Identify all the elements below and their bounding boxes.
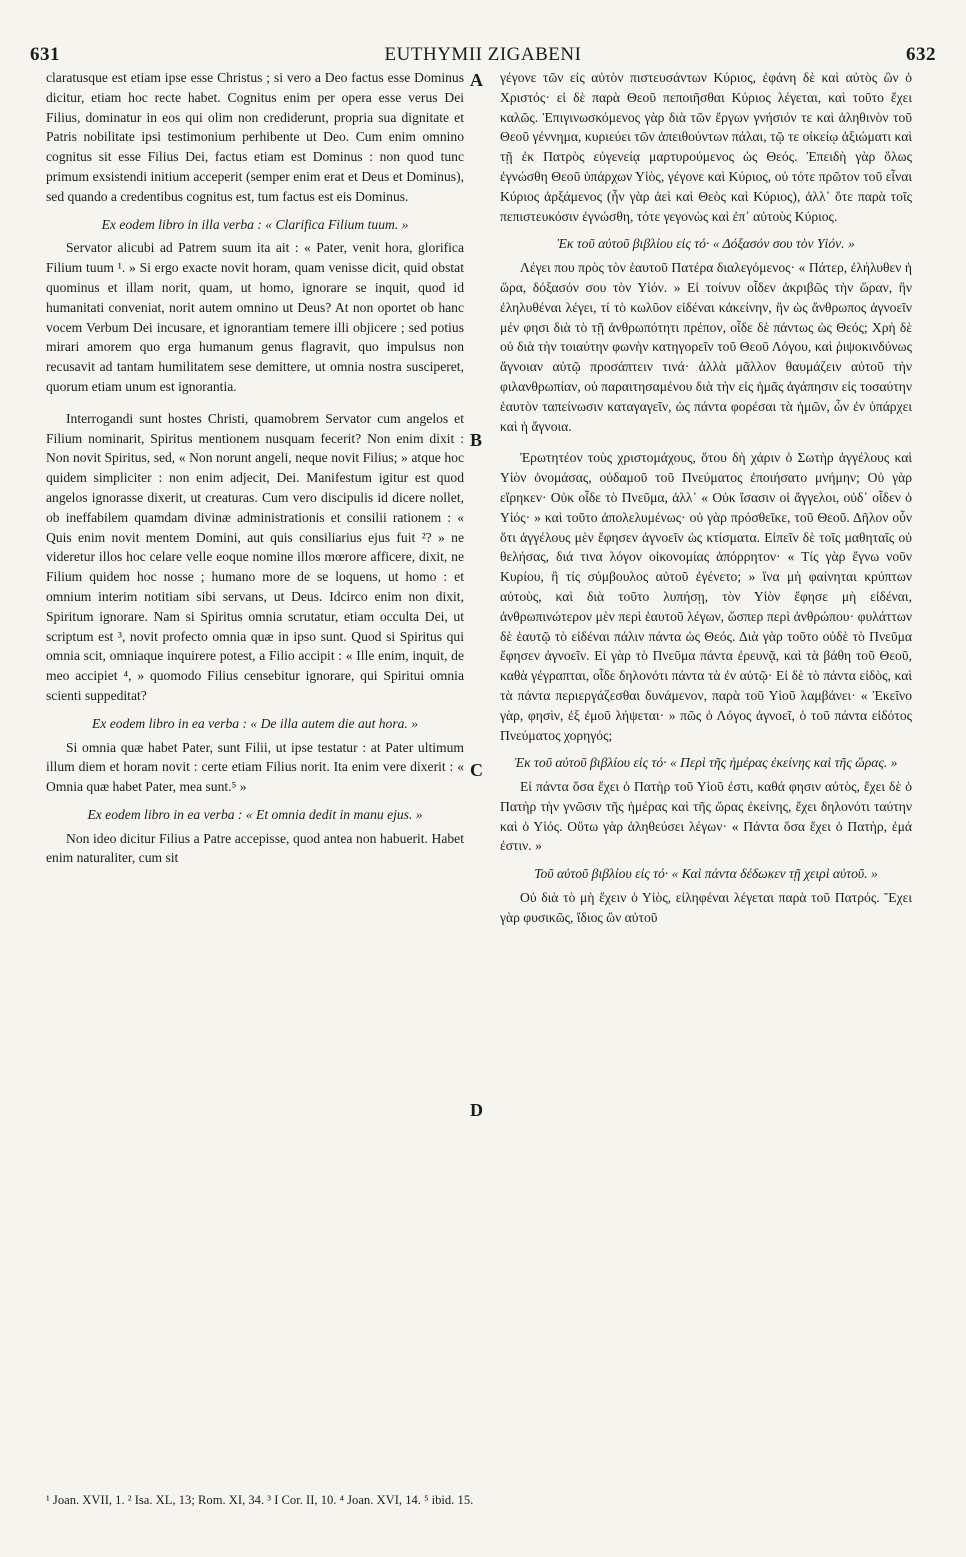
latin-paragraph-3: Interrogandi sunt hostes Christi, quamobrem Servator cum angelos et Filium nominarit, Spiritus mentionem nusquam fecerit? Non enim dixit : Non novit Spiritus, sed, « Non norunt angeli, neque novit Filius; » atque hoc quidem simpliciter : non enim adjecit, Dei. Manifestum igitur est quod angelos ignorasse dixerit, ut creaturas. Cum vero discipulis id dicere nollet, ob ineffabilem quamdam divinæ administrationis et consilii rationem : « Quis enim novit mentem Domini, aut quis consiliarius ejus fuit ²? » ne videretur illos hoc celare velle eoque nomine illos mœrore afficere, dixit, ne Filium quidem hoc nosse ; humano more de se loquens, ut homo : et omnium interim notitiam sibi servans, ut Deus. Idcirco enim non dixit, Spiritum ignorare. Nam si Spiritus omnia scrutatur, etiam occulta Dei, ut scriptum est ³, novit profecto omnia quæ in ipso sunt. Quod si Spiritus qui omnia scit, omniaque inquirere potest, a Filio accipit : « Ille enim, inquit, de meo accipiet ⁴, » quomodo Filius censebitur ignorare, qui Spiritui omnia scienti suppeditat? [46,410,464,703]
footnotes: ¹ Joan. XVII, 1. ² Isa. XL, 13; Rom. XI, 34. ³ I Cor. II, 10. ⁴ Joan. XVI, 14. ⁵ ibid. 15. [46,1493,474,1507]
greek-paragraph-2: Λέγει που πρὸς τὸν ἑαυτοῦ Πατέρα διαλεγόμενος· « Πάτερ, ἐλήλυθεν ἡ ὥρα, δόξασόν σου τὸν Υἱόν. » Εἰ τοίνυν οἶδεν ἀκριβῶς τὴν ὥραν, ἣν ἐληλυθέναι λέγει, τί τὸ κωλῦον εἰδέναι κἀκείνην, ἣν ὡς ἄνθρωπος ἀγνοεῖν μέν φησι διὰ τὸ τῇ ἀνθρωπότητι πρέπον, οἶδε δὲ πάντως ὡς Θεός; Χρὴ δὲ οὐ διὰ τὴν τοιαύτην φωνὴν κατηγορεῖν τοῦ Θεοῦ Λόγου, καὶ ῥιψοκινδύνως ἄγνοιαν αὐτῷ προσάπτειν τινά· ἀλλὰ μᾶλλον θαυμάζειν αὐτοῦ τὴν φιλανθρωπίαν, οὐ παραιτησαμένου διὰ τὴν εἰς ἡμᾶς ἀγάπησιν εἰς τοσαύτην ἑαυτὸν ταπείνωσιν καταγαγεῖν, ὡς πάντα φορέσαι τὰ ἡμῶν, ὧν ἐν ὑπάρχει καὶ ἡ ἄγνοια. [500,260,912,434]
latin-heading-2: Ex eodem libro in ea verba : « De illa autem die aut hora. » [91,715,419,731]
margin-marker-a: A [470,70,483,90]
margin-marker-b: B [470,430,483,450]
latin-paragraph-1: claratusque est etiam ipse esse Christus ; si vero a Deo factus esse Dominus dicitur, etiam hoc recte habet. Cognitus enim per opera esse verus Dei Filius, dominatur in eos qui olim non crediderunt, propria sua dignitate et Patris nobilitate ipsi testimonium perhibente ut Deo. Cum enim omnino cognitus sit esse Filius Dei, factus etiam est Dominus : non quod tunc primum exsistendi initium acceperit (semper enim erat et Deus et Dominus), sed quando a credentibus cognitus est, tum factus est eis Dominus. [46,70,464,204]
running-title: EUTHYMII ZIGABENI [384,44,582,65]
latin-paragraph-4: Si omnia quæ habet Pater, sunt Filii, ut ipse testatur : at Pater ultimum illum diem et horam novit : certe etiam Filius norit. Ita enim vere dixerit : « Omnia quæ habet Pater, mea sunt.⁵ » [46,739,464,795]
margin-marker-c: C [470,760,483,780]
greek-paragraph-4: Εἰ πάντα ὅσα ἔχει ὁ Πατὴρ τοῦ Υἱοῦ ἐστι, καθά φησιν αὐτὸς, ἔχει δὲ ὁ Πατὴρ τὴν γνῶσιν τῆς ἡμέρας καὶ τῆς ὥρας ἐκείνης, ἔχει δηλονότι ταύτην καὶ ὁ Υἱός. Οὕτω γὰρ ἀληθεύσει λέγων· « Πάντα ὅσα ἔχει ὁ Πατὴρ, ἐμά ἐστιν. » [500,779,912,854]
page-number-left: 631 [30,44,60,65]
greek-heading-2: Ἐκ τοῦ αὐτοῦ βιβλίου εἰς τό· « Περὶ τῆς ἡμέρας ἐκείνης καὶ τῆς ὥρας. » [514,755,898,771]
latin-paragraph-2: Servator alicubi ad Patrem suum ita ait : « Pater, venit hora, glorifica Filium tuum ¹. » Si ergo exacte novit horam, quam venisse dicit, quid obstat quominus et illam norit, quam, ut homo, ignorare se inquit, quod id humanitati conveniat, norit autem omnino ut Deus? At non oportet ob hanc vocem Verbum Dei incusare, et ignorantiam temere illi objicere ; sed potius mirari amorem quo erga humanum genus flagravit, quo impulsus non recusavit ad tantam humilitatem sese demittere, ut omnia nostra susciperet, quorum etiam unum est ignorantia. [46,240,464,394]
latin-heading-3: Ex eodem libro in ea verba : « Et omnia dedit in manu ejus. » [87,806,423,822]
greek-paragraph-5: Οὐ διὰ τὸ μὴ ἔχειν ὁ Υἱὸς, εἰληφέναι λέγεται παρὰ τοῦ Πατρός. Ἔχει γὰρ φυσικῶς, ἴδιος ὢν αὐτοῦ [500,890,912,925]
latin-paragraph-5: Non ideo dicitur Filius a Patre accepisse, quod antea non habuerit. Habet enim naturaliter, cum sit [46,830,464,866]
greek-paragraph-3: Ἐρωτητέον τοὺς χριστομάχους, ὅτου δὴ χάριν ὁ Σωτὴρ ἀγγέλους καὶ Υἱὸν ὀνομάσας, οὐδαμοῦ τοῦ Πνεύματος ἐποιήσατο μνήμην; Οὐ γὰρ εἴρηκεν· Οὐκ οἶδε τὸ Πνεῦμα, ἀλλ᾽ « Οὐκ ἴσασιν οἱ ἄγγελοι, οὐδ᾽ οἶδεν ὁ Υἱός· » καὶ τοῦτο ἀπολελυμένως· οὐ γὰρ πρόσθεῖκε, τοῦ Θεοῦ. Δῆλον οὖν ὅτι ἀγγέλους μὲν ἔφησεν ἀγνοεῖν ὡς κτίσματα. Εἰπεῖν δὲ τοῖς μαθηταῖς οὐ θελήσας, διά τινα λόγον οἰκονομίας ἀπόρρητον· « Τίς γὰρ ἔγνω νοῦν Κυρίου, ἢ τίς σύμβουλος αὐτοῦ ἐγένετο; » ἵνα μὴ φαίνηται κρύπτων αὐτοὺς, καὶ διὰ τοῦτο λυπήσῃ, τὸν Υἱὸν ἔφησε μὴ εἰδέναι, ἀνθρωπινώτερον μὲν περὶ ἑαυτοῦ λέγων, ὥσπερ περὶ ἀνθρώπου· φυλάττων δὲ ἑαυτῷ τὸ εἰδέναι πάλιν πάντα ὡς Θεός. Διὰ γὰρ τοῦτο οὐδὲ τὸ Πνεῦμα ἔφησεν ἀγνοεῖν. Εἰ γὰρ τὸ Πνεῦμα πάντα ἐρευνᾷ, καὶ τὰ βάθη τοῦ Θεοῦ, καθὰ γέγραπται, οἶδε δηλονότι πάντα τὰ ἐν αὐτῷ· Εἰ δὲ τὸ πάντα εἰδὸς, καὶ τὰ πάντα περιεργάζεσθαι δυνάμενον, παρὰ τοῦ Υἱοῦ λαμβάνει· « Ἐκεῖνο γὰρ, φησὶν, ἐξ ἐμοῦ λήψεται· » πῶς ὁ Λόγος ἀγνοεῖ, ὁ τοῦ πάντα εἰδότος Πνεύματος χορηγός; [500,450,912,743]
latin-column [46,68,464,868]
greek-heading-1: Ἐκ τοῦ αὐτοῦ βιβλίου εἰς τό· « Δόξασόν σου τὸν Υἱόν. » [557,236,855,252]
greek-paragraph-1: γέγονε τῶν εἰς αὐτὸν πιστευσάντων Κύριος, ἐφάνη δὲ καὶ αὐτὸς ὢν ὁ Χριστός· εἰ δὲ παρὰ Θεοῦ πεποιῆσθαι Κύριος λέγεται, καὶ τοῦτο ἔχει καλῶς. Ἐπιγινωσκόμενος γὰρ διὰ τῶν ἔργων γνήσιόν τε καὶ ἀληθινὸν τοῦ Θεοῦ γέννημα, κυριεύει τῶν ἀπειθούντων πάλαι, τῷ τε οἰκείῳ ἀξιώματι καὶ τῇ ἐκ Πατρὸς εὐγενείᾳ μαρτυρούμενος ὡς Θεός. Ἐπειδὴ γὰρ ὅλως ἐγνώσθη Θεοῦ ὑπάρχων Υἱὸς, γέγονε καὶ Κύριος, οὐ τότε πρῶτον τοῦ εἶναι Κύριος ἀρξάμενος (ἦν γὰρ ἀεὶ καὶ Θεὸς καὶ Κύριος), ἀλλ᾽ ὅτε παρὰ τοῖς πεπιστευκόσιν ἐγνώσθη, τότε γεγονὼς καὶ ἐπ᾽ αὐτοὺς Κύριος. [500,70,912,224]
margin-marker-d: D [470,1100,483,1120]
latin-heading-1: Ex eodem libro in illa verba : « Clarifica Filium tuum. » [101,216,409,232]
greek-column [500,68,912,928]
page-header [30,44,936,70]
page-number-right: 632 [906,44,936,65]
greek-heading-3: Τοῦ αὐτοῦ βιβλίου εἰς τό· « Καὶ πάντα δέδωκεν τῇ χειρὶ αὐτοῦ. » [534,866,878,882]
